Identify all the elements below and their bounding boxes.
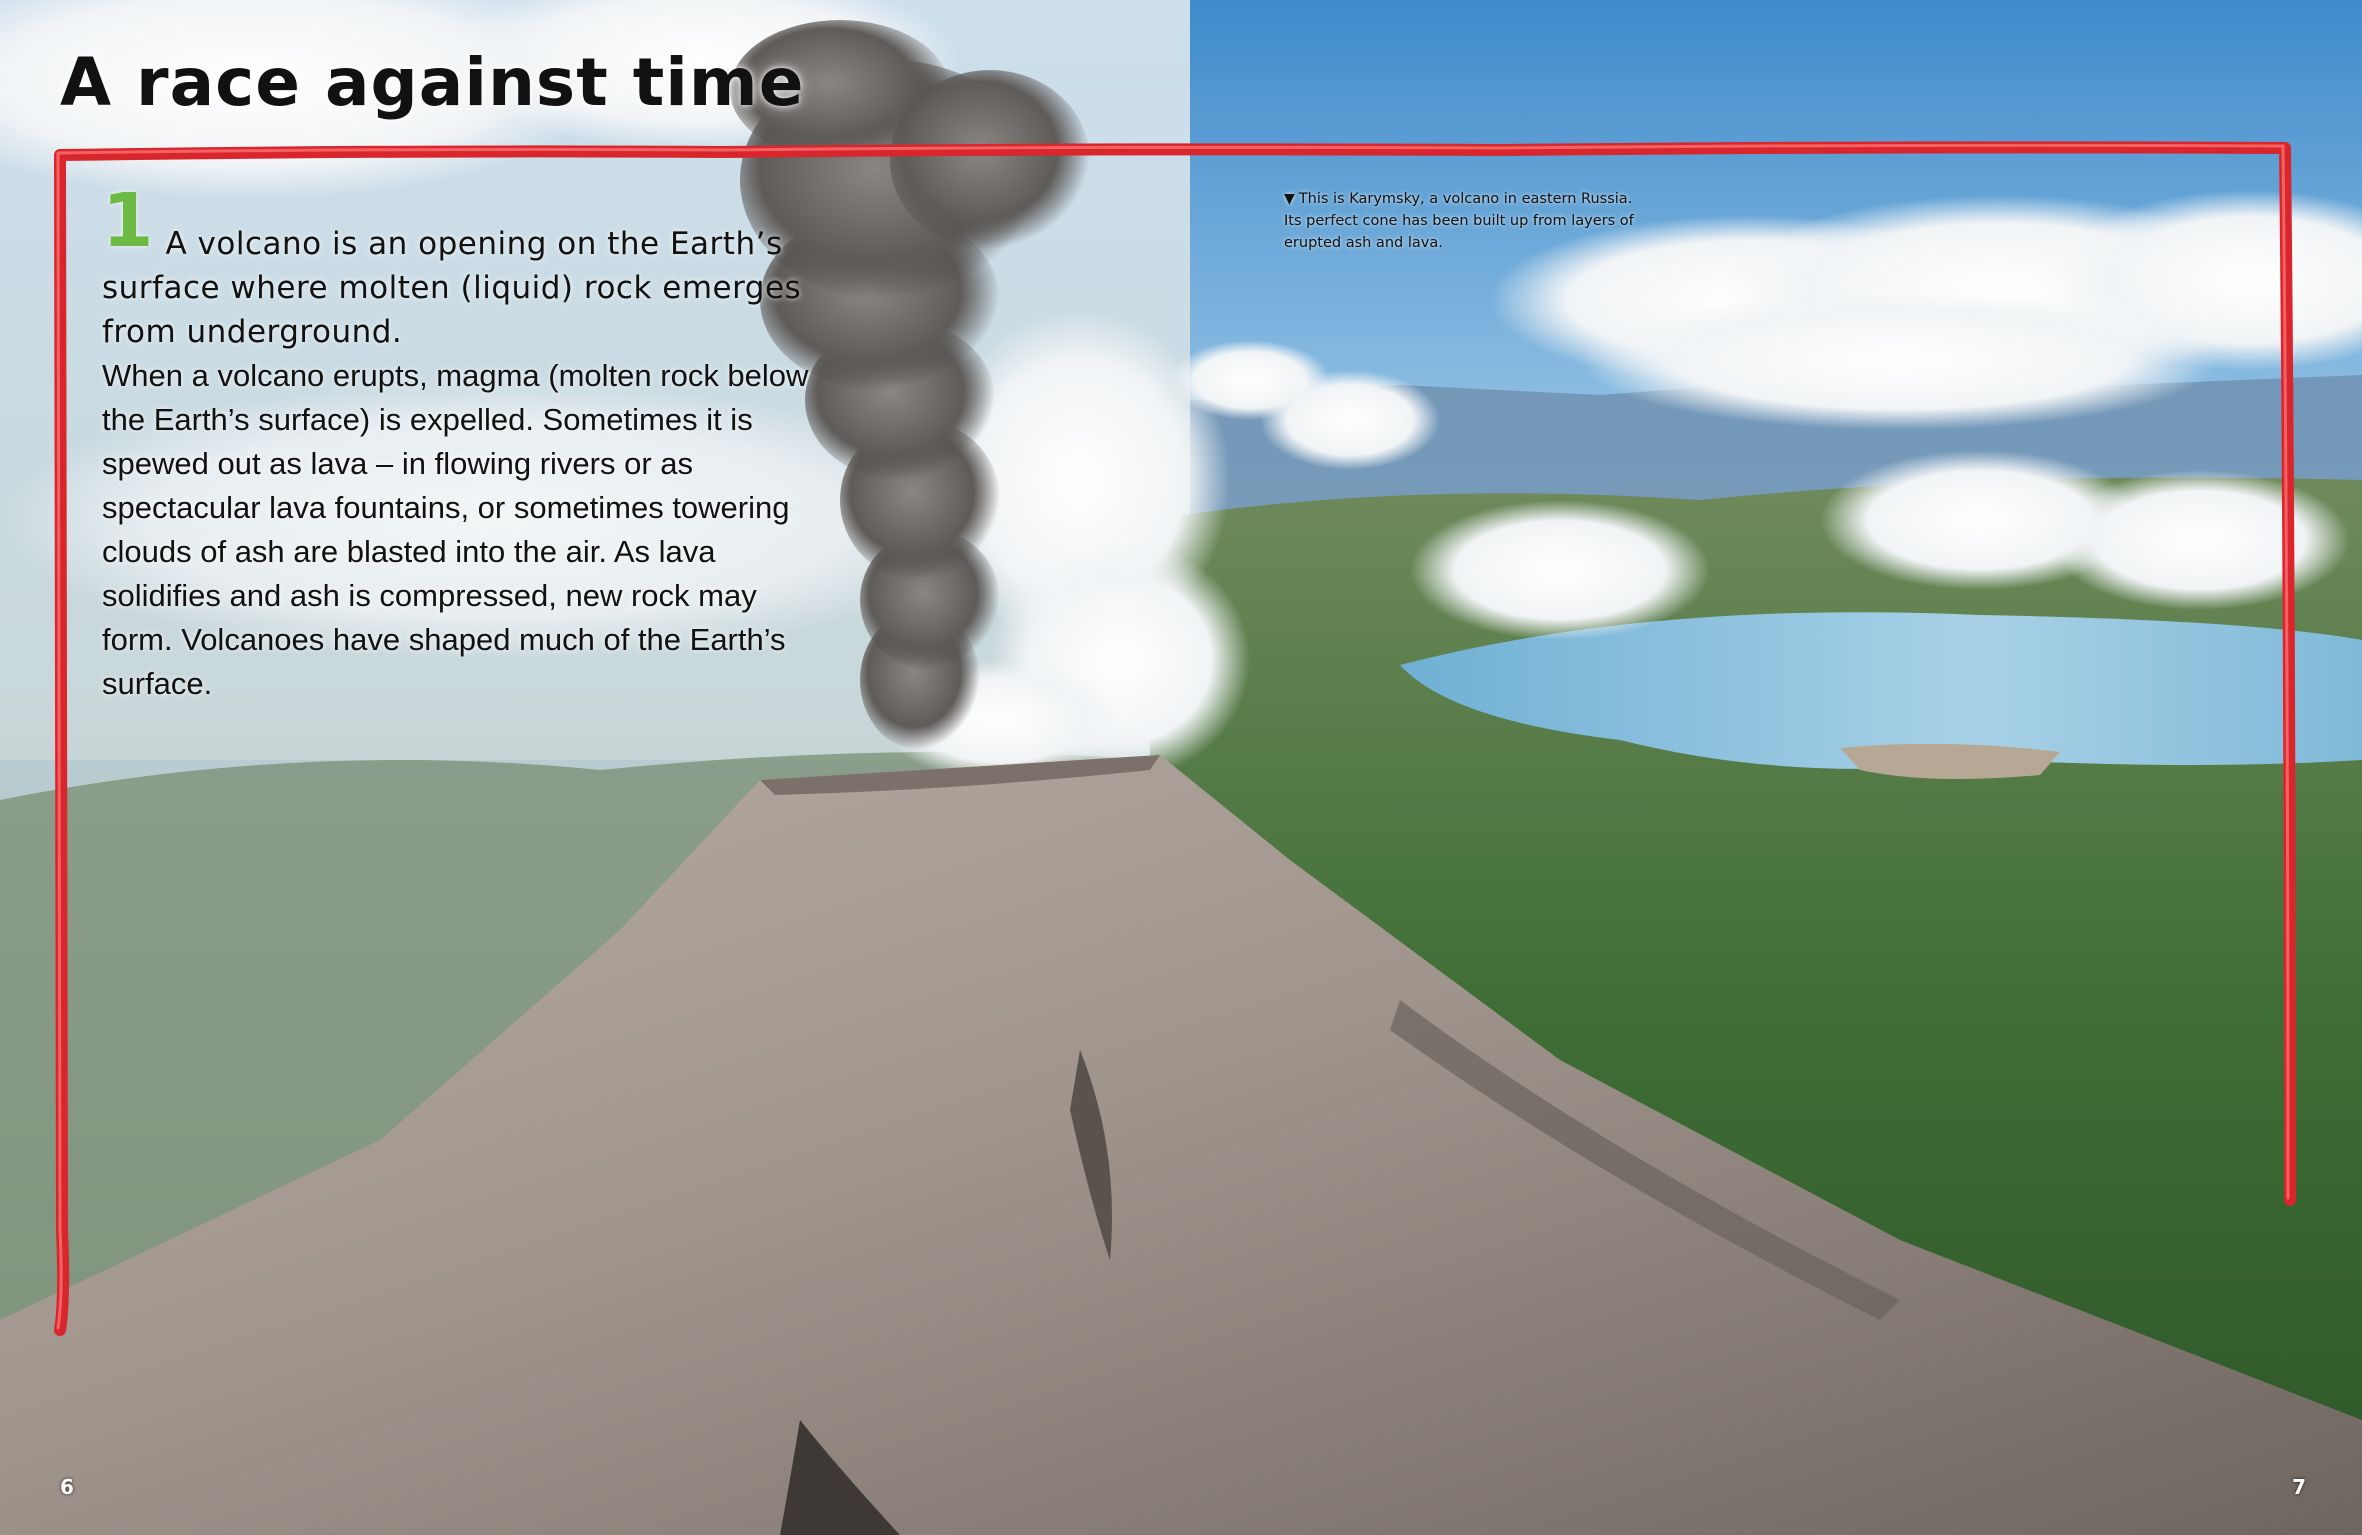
- caption-text: This is Karymsky, a volcano in eastern Russia. Its perfect cone has been built up from layers of erupted ash and lava.: [1284, 191, 1634, 251]
- photo-caption: [1284, 188, 1634, 254]
- page-title: A race against time: [60, 44, 805, 121]
- body-paragraph: When a volcano erupts, magma (molten rock below the Earth’s surface) is expelled. Sometimes it is spewed out as lava – in flowing rivers or as spectacular lava fountains, or sometimes towering clouds of ash are blasted into the air. As lava solidifies and ash is compressed, new rock may form. Volcanoes have shaped much of the Earth’s surface.: [102, 358, 809, 701]
- lead-paragraph: A volcano is an opening on the Earth’s surface where molten (liquid) rock emerges from underground.: [102, 226, 802, 350]
- caption-marker-icon: ▼: [1284, 191, 1295, 207]
- page-number-left: 6: [60, 1475, 74, 1499]
- fact-number: 1: [102, 178, 154, 264]
- article-text: [102, 178, 822, 706]
- page-number-right: 7: [2292, 1475, 2306, 1499]
